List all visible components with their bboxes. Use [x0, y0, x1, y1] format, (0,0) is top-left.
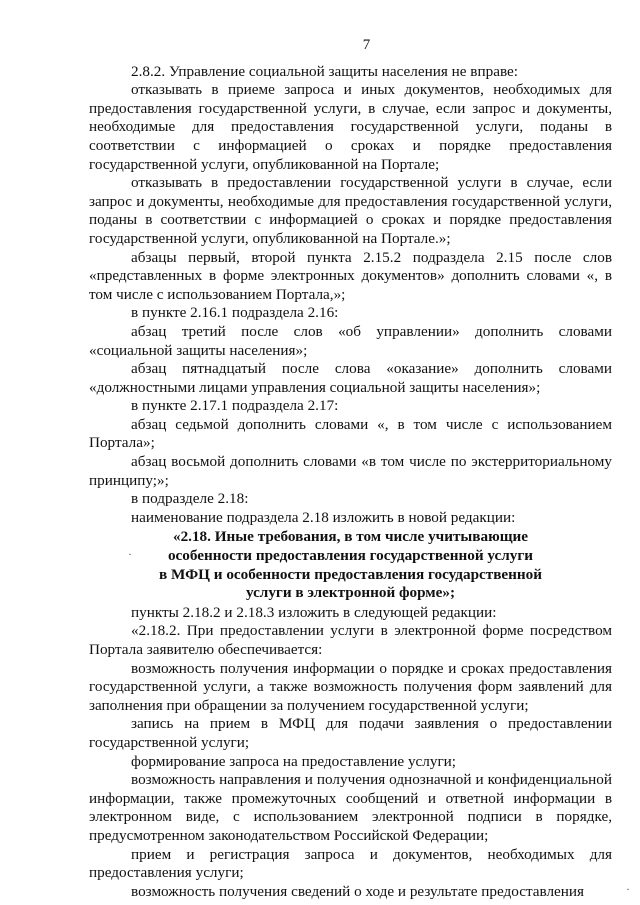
heading-line: особенности предоставления государственной услуги [167, 547, 534, 565]
paragraph: в подразделе 2.18: [131, 490, 249, 508]
paragraphs-after [89, 604, 612, 902]
paragraph: абзац седьмой дополнить словами «, в том числе с использованием Портала»; [89, 415, 612, 452]
paragraph: абзацы первый, второй пункта 2.15.2 подраздела 2.15 после слов «представленных в форме электронных документов» дополнить словами «, в том числе с использованием Портала,»; [89, 248, 612, 303]
paragraph: запись на прием в МФЦ для подачи заявления о предоставлении государственной услуги; [89, 715, 612, 751]
paragraph: возможность направления и получения однозначной и конфиденциальной информации, также промежуточных сообщений и ответной информации в электронном виде, с использованием электронной подписи в порядке, предусмотренном законодательством Российской Федерации; [89, 771, 612, 844]
paragraph: возможность получения информации о порядке и сроках предоставления государственной услуги, а также возможность получения форм заявлений для заполнения при обращении за получением государственной услуги; [89, 659, 612, 714]
paragraph: прием и регистрация запроса и документов, необходимых для предоставления услуги; [89, 845, 612, 882]
paragraph: отказывать в предоставлении государственной услуги в случае, если запрос и документы, необходимые для предоставления государственной услуги, поданы в соответствии с информацией о сроках и порядке предоставления государственной услуги, опубликованной на Портале.»; [89, 174, 612, 247]
paragraph: 2.8.2. Управление социальной защиты населения не вправе: [131, 62, 518, 80]
paragraphs-before [89, 63, 612, 528]
centered-heading [89, 528, 612, 602]
heading-line: в МФЦ и особенности предоставления государственной [158, 565, 542, 583]
paragraph: в пункте 2.17.1 подраздела 2.17: [131, 397, 339, 415]
page-number: 7 [362, 37, 371, 53]
scan-speck: · [626, 882, 630, 896]
paragraph: «2.18.2. При предоставлении услуги в электронной форме посредством Портала заявителю обеспечивается: [89, 622, 612, 658]
paragraph: наименование подраздела 2.18 изложить в новой редакции: [131, 508, 516, 526]
paragraph: формирование запроса на предоставление услуги; [131, 752, 457, 770]
heading-line: «2.18. Иные требования, в том числе учитывающие [172, 528, 529, 546]
paragraph: абзац третий после слов «об управлении» дополнить словами «социальной защиты населения»; [89, 322, 612, 359]
paragraph: возможность получения сведений о ходе и результате предоставления [131, 882, 585, 900]
paragraph: в пункте 2.16.1 подраздела 2.16: [131, 304, 339, 322]
paragraph: пункты 2.18.2 и 2.18.3 изложить в следующей редакции: [131, 603, 497, 621]
paragraph: абзац пятнадцатый после слова «оказание» дополнить словами «должностными лицами управления социальной защиты населения»; [89, 360, 612, 396]
scan-speck: · [128, 547, 132, 561]
paragraph: абзац восьмой дополнить словами «в том числе по экстерриториальному принципу;»; [89, 453, 612, 489]
heading-line: услуги в электронной форме»; [245, 584, 456, 602]
paragraph: отказывать в приеме запроса и иных документов, необходимых для предоставления государственной услуги, в случае, если запрос и документы, необходимые для предоставления государственной услуги, поданы в соответствии с информацией о сроках и порядке предоставления государственной услуги, опубликованной на Портале; [89, 81, 612, 173]
